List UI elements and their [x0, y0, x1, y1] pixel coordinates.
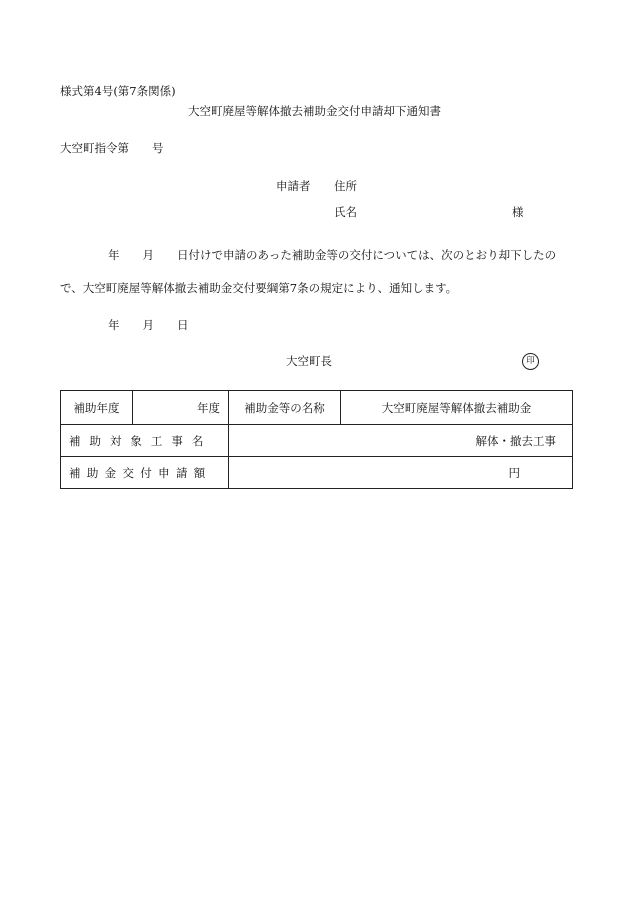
body-text-line-1: 年 月 日付けで申請のあった補助金等の交付については、次のとおり却下したの	[108, 248, 557, 262]
subsidy-name-label: 補助金等の名称	[229, 391, 341, 425]
fiscal-year-value: 年度	[133, 391, 229, 425]
reference-number: 大空町指令第 号	[60, 141, 164, 155]
table-row	[61, 391, 573, 425]
subsidy-name-value: 大空町廃屋等解体撤去補助金	[341, 391, 573, 425]
address-label: 住所	[334, 179, 357, 193]
table-row	[61, 457, 573, 489]
table-row	[61, 425, 573, 457]
body-text-line-2: で、大空町廃屋等解体撤去補助金交付要綱第7条の規定により、通知します。	[60, 281, 458, 295]
requested-amount-label: 補助金交付申請額	[61, 457, 229, 489]
issue-date: 年 月 日	[108, 318, 189, 332]
form-number: 様式第4号(第7条関係)	[60, 84, 176, 98]
document-title: 大空町廃屋等解体撤去補助金交付申請却下通知書	[188, 104, 441, 118]
seal-mark: 印	[522, 353, 539, 370]
applicant-label: 申請者	[276, 179, 311, 193]
target-work-label: 補助対象工事名	[61, 425, 229, 457]
honorific: 様	[512, 205, 524, 219]
fiscal-year-label: 補助年度	[61, 391, 133, 425]
subsidy-details-table	[60, 390, 573, 489]
requested-amount-value: 円	[229, 457, 573, 489]
issuer-title: 大空町長	[286, 354, 332, 368]
target-work-value: 解体・撤去工事	[229, 425, 573, 457]
name-label: 氏名	[334, 205, 357, 219]
